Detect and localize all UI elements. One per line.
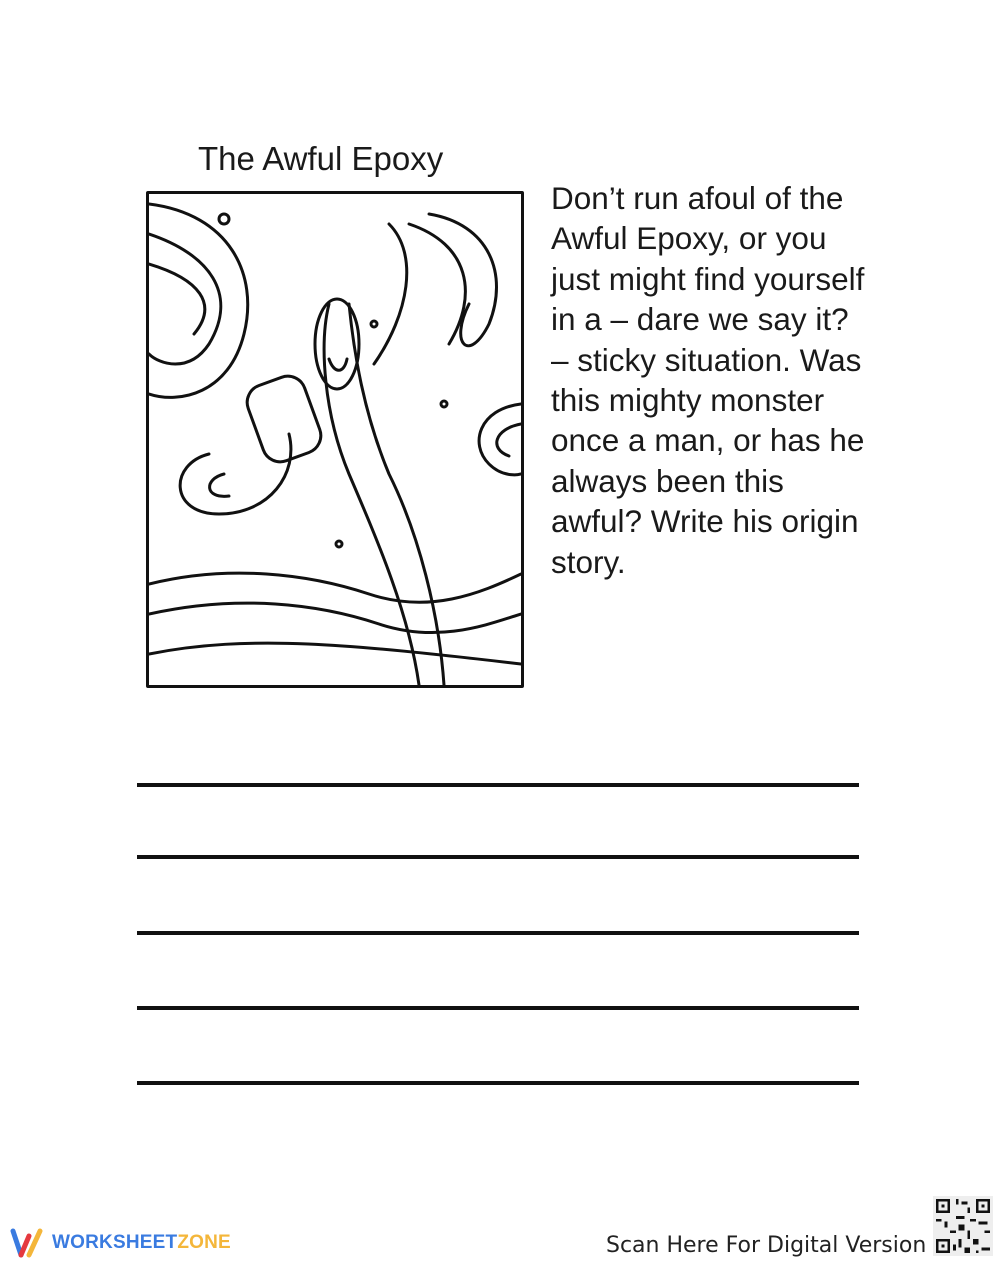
qr-code-icon[interactable]: [933, 1196, 993, 1256]
writing-line[interactable]: [137, 783, 859, 787]
worksheetzone-logo: [10, 1228, 231, 1258]
writing-line[interactable]: [137, 931, 859, 935]
writing-line[interactable]: [137, 1081, 859, 1085]
logo-text-zone: ZONE: [177, 1232, 231, 1253]
scan-text: Scan Here For Digital Version: [606, 1233, 927, 1258]
monster-illustration: [146, 191, 524, 688]
w-logo-icon: [10, 1228, 46, 1258]
writing-line[interactable]: [137, 1006, 859, 1010]
writing-line[interactable]: [137, 855, 859, 859]
writing-prompt: Don’t run afoul of the Awful Epoxy, or you just might find yourself in a – dare we say it? – sticky situation. Was this mighty monster once a man, or has he always been this awful? Write his origin story.: [551, 180, 865, 580]
worksheet-title: The Awful Epoxy: [198, 140, 444, 177]
logo-text-worksheet: WORKSHEET: [52, 1232, 178, 1253]
